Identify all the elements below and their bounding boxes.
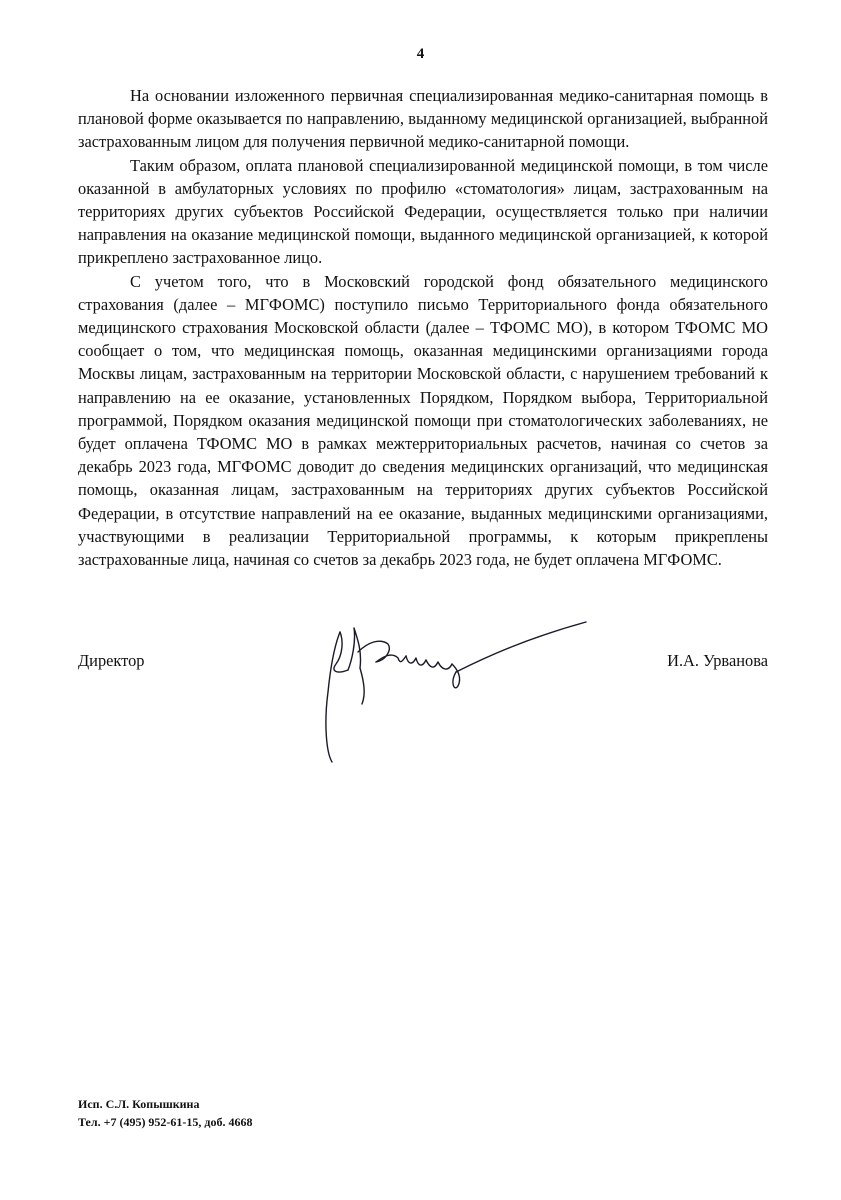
- page-number: 4: [416, 46, 425, 62]
- paragraph-2: Таким образом, оплата плановой специализированной медицинской помощи, в том числе оказанной в амбулаторных условиях по профилю «стоматология» лицам, застрахованным на территориях других субъектов Российской Федерации, осуществляется только при наличии направления на оказание медицинской помощи, выданного медицинской организацией, к которой прикреплено застрахованное лицо.: [78, 155, 768, 268]
- executor-line: Исп. С.Л. Копышкина: [78, 1097, 200, 1111]
- footer-contacts: [78, 1095, 253, 1131]
- paragraph-1: На основании изложенного первичная специализированная медико-санитарная помощь в плановой форме оказывается по направлению, выданному медицинской организацией, выбранной застрахованным лицом для получения первичной медико-санитарной помощи.: [78, 86, 768, 152]
- paragraph-3: С учетом того, что в Московский городской фонд обязательного медицинского страхования (далее – МГФОМС) поступило письмо Территориального фонда обязательного медицинского страхования Московской области (далее – ТФОМС МО), в котором ТФОМС МО сообщает о том, что медицинская помощь, оказанная медицинскими организациями города Москвы лицам, застрахованным на территории Московской области, с нарушением требований к направлению на ее оказание, установленных Порядком, Порядком выбора, Территориальной программой, Порядком оказания медицинской помощи при стоматологических заболеваниях, не будет оплачена ТФОМС МО в рамках межтерриториальных расчетов, начиная со счетов за декабрь 2023 года, МГФОМС доводит до сведения медицинских организаций, что медицинская помощь, оказанная лицам, застрахованным на территориях других субъектов Российской Федерации, в отсутствие направлений на ее оказание, выданных медицинскими организациями, участвующими в реализации Территориальной программы, к которым прикреплены застрахованные лица, начиная со счетов за декабрь 2023 года, не будет оплачена МГФОМС.: [78, 271, 768, 570]
- handwritten-signature-icon: [318, 612, 590, 772]
- letter-body: [78, 84, 768, 571]
- signatory-position: Директор: [78, 651, 145, 670]
- signatory-name: И.А. Урванова: [667, 651, 768, 670]
- phone-line: Тел. +7 (495) 952-61-15, доб. 4668: [78, 1115, 253, 1129]
